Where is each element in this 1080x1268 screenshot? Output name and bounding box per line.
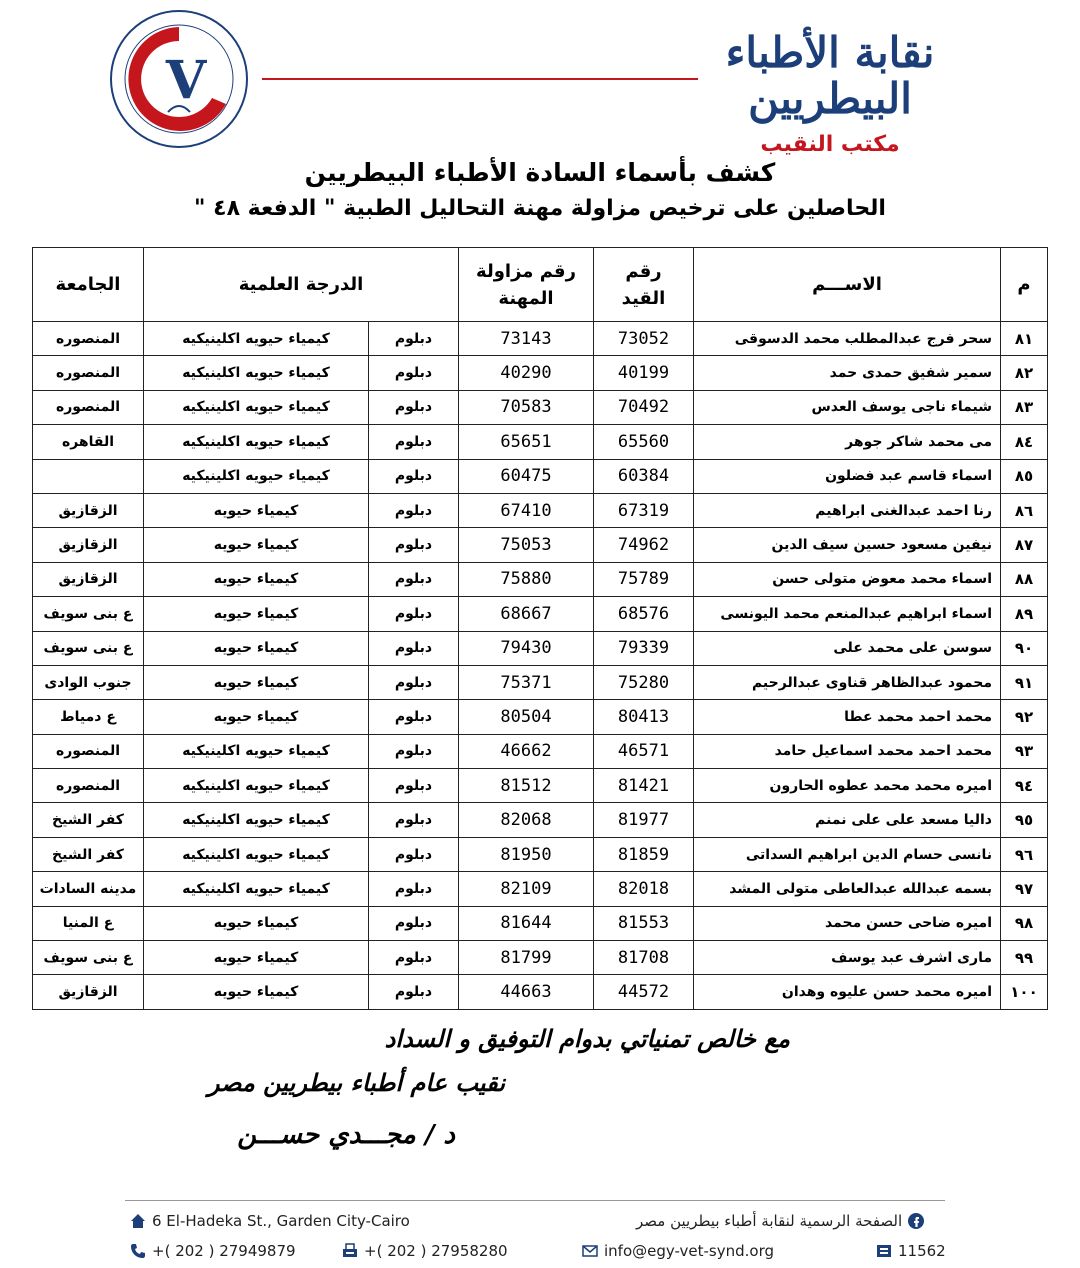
table-row bbox=[33, 356, 1048, 390]
footer-address bbox=[130, 1212, 410, 1230]
footer-facebook[interactable] bbox=[636, 1212, 924, 1230]
row-index: ٩٥ bbox=[1001, 803, 1048, 837]
col-reg-header bbox=[594, 248, 694, 322]
registration-number: 60384 bbox=[594, 459, 694, 493]
col-name-header: الاســـم bbox=[694, 248, 1001, 322]
doctor-name: بسمه عبدالله عبدالعاطى متولى المشد bbox=[694, 872, 1001, 906]
license-number: 75053 bbox=[459, 528, 594, 562]
qualification-type: دبلوم bbox=[369, 562, 459, 596]
doctor-name: نانسى حسام الدين ابراهيم السداتى bbox=[694, 837, 1001, 871]
university-name: الزقازيق bbox=[33, 975, 144, 1009]
row-index: ٨٧ bbox=[1001, 528, 1048, 562]
email-text[interactable]: info@egy-vet-synd.org bbox=[604, 1242, 774, 1260]
university-name: ع دمياط bbox=[33, 700, 144, 734]
qualification-type: دبلوم bbox=[369, 493, 459, 527]
address-text: 6 El-Hadeka St., Garden City-Cairo bbox=[152, 1212, 410, 1230]
row-index: ٨١ bbox=[1001, 322, 1048, 356]
closing-line: مع خالص تمنياتي بدوام التوفيق و السداد bbox=[384, 1024, 790, 1053]
row-index: ٨٨ bbox=[1001, 562, 1048, 596]
license-number: 65651 bbox=[459, 425, 594, 459]
qualification-type: دبلوم bbox=[369, 425, 459, 459]
license-number: 75371 bbox=[459, 665, 594, 699]
table-row bbox=[33, 837, 1048, 871]
degree-name: كيمياء حيويه اكلينيكيه bbox=[144, 872, 369, 906]
table-row bbox=[33, 425, 1048, 459]
degree-name: كيمياء حيويه bbox=[144, 528, 369, 562]
row-index: ٨٣ bbox=[1001, 390, 1048, 424]
footer-divider bbox=[125, 1200, 945, 1201]
home-icon bbox=[130, 1213, 146, 1229]
license-number: 75880 bbox=[459, 562, 594, 596]
license-number: 81950 bbox=[459, 837, 594, 871]
table-row bbox=[33, 941, 1048, 975]
qualification-type: دبلوم bbox=[369, 803, 459, 837]
license-number: 44663 bbox=[459, 975, 594, 1009]
logo-text bbox=[0, 0, 1, 1]
document-subtitle: الحاصلين على ترخيص مزاولة مهنة التحاليل الطبية " الدفعة ٤٨ " bbox=[194, 196, 886, 221]
row-index: ٩٠ bbox=[1001, 631, 1048, 665]
document-title: كشف بأسماء السادة الأطباء البيطريين bbox=[304, 158, 776, 187]
doctor-name: مى محمد شاكر جوهر bbox=[694, 425, 1001, 459]
brand-name: نقابة الأطباء البيطريين bbox=[725, 28, 935, 124]
header-divider bbox=[262, 78, 698, 80]
university-name: المنصوره bbox=[33, 390, 144, 424]
license-header-line1: رقم مزاولة bbox=[476, 260, 576, 282]
brand-block bbox=[700, 30, 960, 157]
table-row bbox=[33, 872, 1048, 906]
signatory-title: نقيب عام أطباء بيطريين مصر bbox=[207, 1068, 505, 1097]
qualification-type: دبلوم bbox=[369, 597, 459, 631]
license-number: 67410 bbox=[459, 493, 594, 527]
col-license-header bbox=[459, 248, 594, 322]
footer-fax bbox=[342, 1242, 508, 1260]
row-index: ٩٩ bbox=[1001, 941, 1048, 975]
footer-pobox bbox=[876, 1242, 946, 1260]
mail-icon bbox=[582, 1243, 598, 1259]
table-row bbox=[33, 322, 1048, 356]
table-row bbox=[33, 459, 1048, 493]
registration-number: 75280 bbox=[594, 665, 694, 699]
registration-number: 81421 bbox=[594, 769, 694, 803]
table-row bbox=[33, 390, 1048, 424]
table-row bbox=[33, 769, 1048, 803]
row-index: ٨٥ bbox=[1001, 459, 1048, 493]
license-number: 73143 bbox=[459, 322, 594, 356]
license-number: 46662 bbox=[459, 734, 594, 768]
doctor-name: شيماء ناجى يوسف العدس bbox=[694, 390, 1001, 424]
registration-number: 79339 bbox=[594, 631, 694, 665]
doctor-name: محمد احمد محمد عطا bbox=[694, 700, 1001, 734]
qualification-type: دبلوم bbox=[369, 872, 459, 906]
row-index: ٩٧ bbox=[1001, 872, 1048, 906]
license-number: 79430 bbox=[459, 631, 594, 665]
license-header-line2: المهنة bbox=[498, 287, 554, 309]
syndicate-logo bbox=[108, 8, 250, 150]
registration-number: 81977 bbox=[594, 803, 694, 837]
degree-name: كيمياء حيويه bbox=[144, 975, 369, 1009]
doctors-table bbox=[32, 247, 1048, 1010]
university-name: كفر الشيخ bbox=[33, 803, 144, 837]
registration-number: 81553 bbox=[594, 906, 694, 940]
degree-name: كيمياء حيويه اكلينيكيه bbox=[144, 425, 369, 459]
qualification-type: دبلوم bbox=[369, 631, 459, 665]
degree-name: كيمياء حيويه اكلينيكيه bbox=[144, 459, 369, 493]
doctor-name: اميره محمد حسن عليوه وهدان bbox=[694, 975, 1001, 1009]
license-number: 81512 bbox=[459, 769, 594, 803]
degree-name: كيمياء حيويه اكلينيكيه bbox=[144, 734, 369, 768]
license-number: 81644 bbox=[459, 906, 594, 940]
university-name bbox=[33, 459, 144, 493]
university-name: مدينه السادات bbox=[33, 872, 144, 906]
doctor-name: محمد احمد محمد اسماعيل حامد bbox=[694, 734, 1001, 768]
registration-number: 44572 bbox=[594, 975, 694, 1009]
degree-name: كيمياء حيويه bbox=[144, 562, 369, 596]
col-university-header: الجامعة bbox=[33, 248, 144, 322]
registration-number: 81859 bbox=[594, 837, 694, 871]
qualification-type: دبلوم bbox=[369, 459, 459, 493]
mailbox-icon bbox=[876, 1243, 892, 1259]
table-row bbox=[33, 493, 1048, 527]
registration-number: 73052 bbox=[594, 322, 694, 356]
registration-number: 67319 bbox=[594, 493, 694, 527]
doctor-name: اسماء قاسم عبد فضلون bbox=[694, 459, 1001, 493]
doctor-name: اسماء ابراهيم عبدالمنعم محمد اليونسى bbox=[694, 597, 1001, 631]
degree-name: كيمياء حيويه اكلينيكيه bbox=[144, 803, 369, 837]
table-row bbox=[33, 975, 1048, 1009]
university-name: المنصوره bbox=[33, 769, 144, 803]
license-number: 82068 bbox=[459, 803, 594, 837]
fax-text: +( 202 ) 27958280 bbox=[364, 1242, 508, 1260]
license-number: 70583 bbox=[459, 390, 594, 424]
row-index: ٩٢ bbox=[1001, 700, 1048, 734]
pobox-text: 11562 bbox=[898, 1242, 946, 1260]
doctor-name: داليا مسعد على على نمنم bbox=[694, 803, 1001, 837]
qualification-type: دبلوم bbox=[369, 528, 459, 562]
facebook-text[interactable]: الصفحة الرسمية لنقابة أطباء بيطريين مصر bbox=[636, 1212, 903, 1230]
row-index: ٩٨ bbox=[1001, 906, 1048, 940]
phone-icon bbox=[130, 1243, 146, 1259]
row-index: ٨٤ bbox=[1001, 425, 1048, 459]
license-number: 80504 bbox=[459, 700, 594, 734]
license-number: 81799 bbox=[459, 941, 594, 975]
qualification-type: دبلوم bbox=[369, 390, 459, 424]
degree-name: كيمياء حيويه اكلينيكيه bbox=[144, 390, 369, 424]
table-row bbox=[33, 562, 1048, 596]
row-index: ٩٤ bbox=[1001, 769, 1048, 803]
degree-name: كيمياء حيويه bbox=[144, 597, 369, 631]
reg-header-line1: رقم bbox=[625, 260, 662, 282]
university-name: الزقازيق bbox=[33, 562, 144, 596]
table-row bbox=[33, 631, 1048, 665]
university-name: الزقازيق bbox=[33, 528, 144, 562]
university-name: المنصوره bbox=[33, 356, 144, 390]
registration-number: 82018 bbox=[594, 872, 694, 906]
qualification-type: دبلوم bbox=[369, 356, 459, 390]
university-name: ع بنى سويف bbox=[33, 631, 144, 665]
doctor-name: اسماء محمد معوض متولى حسن bbox=[694, 562, 1001, 596]
qualification-type: دبلوم bbox=[369, 665, 459, 699]
qualification-type: دبلوم bbox=[369, 975, 459, 1009]
degree-name: كيمياء حيويه bbox=[144, 941, 369, 975]
degree-name: كيمياء حيويه bbox=[144, 631, 369, 665]
facebook-icon bbox=[908, 1213, 924, 1229]
registration-number: 74962 bbox=[594, 528, 694, 562]
table-row bbox=[33, 665, 1048, 699]
col-degree-header: الدرجة العلمية bbox=[144, 248, 459, 322]
registration-number: 46571 bbox=[594, 734, 694, 768]
doctor-name: رنا احمد عبدالغنى ابراهيم bbox=[694, 493, 1001, 527]
university-name: ع المنيا bbox=[33, 906, 144, 940]
qualification-type: دبلوم bbox=[369, 734, 459, 768]
degree-name: كيمياء حيويه اكلينيكيه bbox=[144, 837, 369, 871]
footer-phone bbox=[130, 1242, 296, 1260]
row-index: ٨٩ bbox=[1001, 597, 1048, 631]
phone-text: +( 202 ) 27949879 bbox=[152, 1242, 296, 1260]
row-index: ١٠٠ bbox=[1001, 975, 1048, 1009]
registration-number: 40199 bbox=[594, 356, 694, 390]
table-row bbox=[33, 906, 1048, 940]
qualification-type: دبلوم bbox=[369, 322, 459, 356]
doctor-name: محمود عبدالظاهر قناوى عبدالرحيم bbox=[694, 665, 1001, 699]
doctor-name: اميره محمد محمد عطوه الحارون bbox=[694, 769, 1001, 803]
qualification-type: دبلوم bbox=[369, 906, 459, 940]
university-name: القاهره bbox=[33, 425, 144, 459]
degree-name: كيمياء حيويه اكلينيكيه bbox=[144, 322, 369, 356]
university-name: الزقازيق bbox=[33, 493, 144, 527]
doctor-name: سمير شفيق حمدى حمد bbox=[694, 356, 1001, 390]
footer-email[interactable] bbox=[582, 1242, 774, 1260]
university-name: المنصوره bbox=[33, 322, 144, 356]
row-index: ٩٦ bbox=[1001, 837, 1048, 871]
doctor-name: مارى اشرف عبد يوسف bbox=[694, 941, 1001, 975]
license-number: 60475 bbox=[459, 459, 594, 493]
table-row bbox=[33, 700, 1048, 734]
university-name: المنصوره bbox=[33, 734, 144, 768]
table-row bbox=[33, 528, 1048, 562]
signatory-name: د / مجـــدي حســـن bbox=[237, 1120, 455, 1150]
registration-number: 75789 bbox=[594, 562, 694, 596]
doctor-name: سوسن على محمد على bbox=[694, 631, 1001, 665]
registration-number: 68576 bbox=[594, 597, 694, 631]
doctor-name: نيفين مسعود حسين سيف الدين bbox=[694, 528, 1001, 562]
table-row bbox=[33, 803, 1048, 837]
col-index-header: م bbox=[1001, 248, 1048, 322]
row-index: ٩٣ bbox=[1001, 734, 1048, 768]
row-index: ٨٦ bbox=[1001, 493, 1048, 527]
qualification-type: دبلوم bbox=[369, 837, 459, 871]
table-header-row bbox=[33, 248, 1048, 322]
logo-letter: V bbox=[165, 50, 207, 111]
fax-icon bbox=[342, 1243, 358, 1259]
registration-number: 80413 bbox=[594, 700, 694, 734]
registration-number: 70492 bbox=[594, 390, 694, 424]
reg-header-line2: القيد bbox=[621, 287, 666, 309]
license-number: 68667 bbox=[459, 597, 594, 631]
degree-name: كيمياء حيويه bbox=[144, 493, 369, 527]
office-label: مكتب النقيب bbox=[760, 132, 900, 158]
qualification-type: دبلوم bbox=[369, 769, 459, 803]
degree-name: كيمياء حيويه bbox=[144, 700, 369, 734]
doctor-name: سحر فرج عبدالمطلب محمد الدسوقى bbox=[694, 322, 1001, 356]
doctor-name: اميره ضاحى حسن محمد bbox=[694, 906, 1001, 940]
table-row bbox=[33, 597, 1048, 631]
degree-name: كيمياء حيويه اكلينيكيه bbox=[144, 356, 369, 390]
university-name: ع بنى سويف bbox=[33, 597, 144, 631]
qualification-type: دبلوم bbox=[369, 941, 459, 975]
university-name: ع بنى سويف bbox=[33, 941, 144, 975]
table-row bbox=[33, 734, 1048, 768]
row-index: ٨٢ bbox=[1001, 356, 1048, 390]
degree-name: كيمياء حيويه اكلينيكيه bbox=[144, 769, 369, 803]
degree-name: كيمياء حيويه bbox=[144, 906, 369, 940]
row-index: ٩١ bbox=[1001, 665, 1048, 699]
registration-number: 81708 bbox=[594, 941, 694, 975]
degree-name: كيمياء حيويه bbox=[144, 665, 369, 699]
university-name: جنوب الوادى bbox=[33, 665, 144, 699]
registration-number: 65560 bbox=[594, 425, 694, 459]
qualification-type: دبلوم bbox=[369, 700, 459, 734]
license-number: 40290 bbox=[459, 356, 594, 390]
license-number: 82109 bbox=[459, 872, 594, 906]
university-name: كفر الشيخ bbox=[33, 837, 144, 871]
